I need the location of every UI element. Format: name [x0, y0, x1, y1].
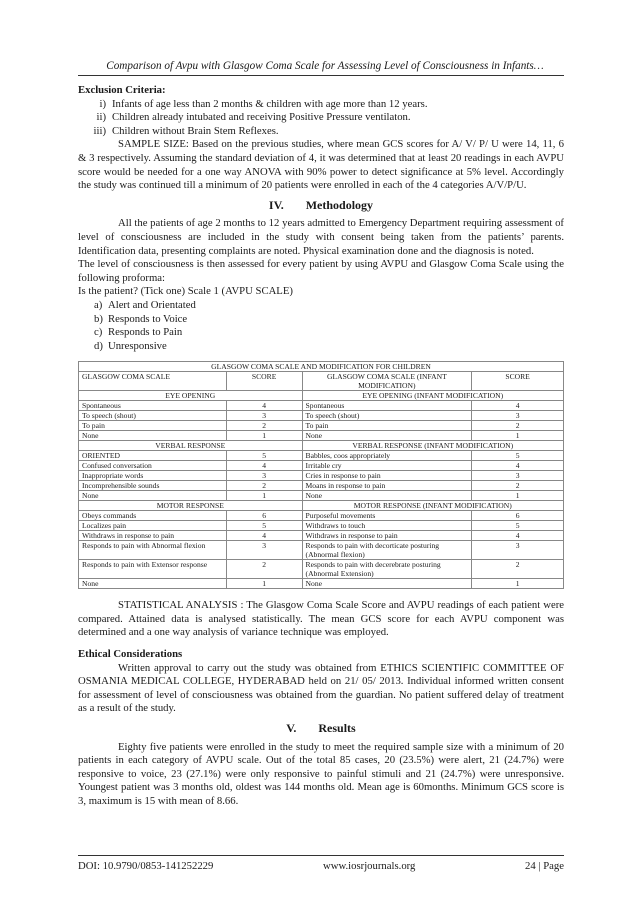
score-cell: 2: [472, 421, 564, 431]
criterion-cell: Purposeful movements: [302, 511, 472, 521]
table-row: [79, 421, 564, 431]
list-text: Unresponsive: [108, 339, 167, 352]
list-item: [78, 299, 564, 313]
criterion-cell: Inappropriate words: [79, 471, 227, 481]
score-cell: 3: [226, 471, 302, 481]
table-row: [79, 579, 564, 589]
sample-size-paragraph: SAMPLE SIZE: Based on the previous studies, where mean GCS scores for A/ V/ P/ U were 14, 11, 6 & 3 respectively. Assuming the standard deviation of 4, it was determined that at least 20 readings in each AVPU score would be needed for a one way ANOVA with 90% power to detect significance at 5% level. Accordingly the study was continued till a minimum of 20 patients were enrolled in each of the 4 categories A/V/P/U.: [78, 138, 564, 192]
criterion-cell: Withdraws in response to pain: [79, 531, 227, 541]
criterion-cell: Babbles, coos appropriately: [302, 451, 472, 461]
criterion-cell: Obeys commands: [79, 511, 227, 521]
list-letter: c): [94, 326, 103, 339]
list-text: Children already intubated and receiving Positive Pressure ventilaton.: [112, 111, 411, 124]
score-cell: 2: [226, 560, 302, 579]
score-cell: 4: [226, 531, 302, 541]
list-number: ii): [96, 111, 106, 124]
avpu-list: [78, 299, 564, 353]
score-cell: 1: [226, 431, 302, 441]
gcs-table: [78, 361, 564, 589]
table-header-row: [79, 372, 564, 391]
list-item: [78, 340, 564, 354]
score-cell: 6: [472, 511, 564, 521]
score-cell: 1: [472, 431, 564, 441]
score-cell: 4: [226, 401, 302, 411]
criterion-cell: Incomprehensible sounds: [79, 481, 227, 491]
list-text: Children without Brain Stem Reflexes.: [112, 124, 279, 137]
ethics-paragraph: Written approval to carry out the study was obtained from ETHICS SCIENTIFIC COMMITTEE OF OSMANIA MEDICAL COLLEGE, HYDERABAD held on 21/ 05/ 2013. Individual informed written consent for assessment of level of consciousness was obtained from the guardian. No patient suffered delay of treatment as a result of the study.: [78, 661, 564, 715]
criterion-cell: ORIENTED: [79, 451, 227, 461]
list-item: [78, 313, 564, 327]
section-heading-cell: VERBAL RESPONSE (INFANT MODIFICATION): [302, 441, 563, 451]
score-cell: 1: [226, 491, 302, 501]
table-row: [79, 411, 564, 421]
score-cell: 2: [226, 481, 302, 491]
section-heading-cell: VERBAL RESPONSE: [79, 441, 303, 451]
table-section-row: [79, 441, 564, 451]
table-section-row: [79, 391, 564, 401]
criterion-cell: None: [302, 431, 472, 441]
running-head: Comparison of Avpu with Glasgow Coma Scale for Assessing Level of Consciousness in Infants…: [106, 60, 544, 72]
table-row: [79, 451, 564, 461]
score-cell: 5: [472, 451, 564, 461]
criterion-cell: To pain: [302, 421, 472, 431]
statistical-analysis-paragraph: STATISTICAL ANALYSIS : The Glasgow Coma Scale Score and AVPU readings of each patient were compared. Attained data is analysed statistically. The mean GCS score for each AVPU component was determined and a one way analysis of variance technique was employed.: [78, 599, 564, 639]
table-header: SCORE: [472, 372, 564, 391]
criterion-cell: Withdraws to touch: [302, 521, 472, 531]
criterion-cell: Localizes pain: [79, 521, 227, 531]
criterion-cell: Cries in response to pain: [302, 471, 472, 481]
table-row: [79, 401, 564, 411]
score-cell: 2: [226, 421, 302, 431]
criterion-cell: Responds to pain with decorticate posturing (Abnormal flexion): [302, 541, 472, 560]
score-cell: 5: [226, 521, 302, 531]
section-heading-cell: MOTOR RESPONSE: [79, 501, 303, 511]
score-cell: 4: [226, 461, 302, 471]
avpu-prompt: Is the patient? (Tick one) Scale 1 (AVPU SCALE): [78, 285, 293, 298]
score-cell: 6: [226, 511, 302, 521]
score-cell: 3: [226, 541, 302, 560]
results-paragraph: Eighty five patients were enrolled in the study to meet the required sample size with a minimum of 20 patients in each category of AVPU scale. Out of the total 85 cases, 20 (23.5%) were alert, 21 (24.7%) were responsive to voice, 23 (27.1%) were only responsive to painful stimuli and 21 (24.7%) were unresponsive. Youngest patient was 3 months old, oldest was 144 months old. Mean age is 60months. Minimum GCS score is 3, maximum is 15 with mean of 8.66.: [78, 740, 564, 807]
table-row: [79, 541, 564, 560]
criterion-cell: Responds to pain with Extensor response: [79, 560, 227, 579]
section-title: Methodology: [305, 197, 374, 212]
table-row: [79, 521, 564, 531]
table-row: [79, 481, 564, 491]
section-heading-cell: EYE OPENING: [79, 391, 303, 401]
methodology-paragraph: The level of consciousness is then assessed for every patient by using AVPU and Glasgow Coma Scale using the following proforma:: [78, 258, 564, 284]
table-section-row: [79, 501, 564, 511]
section-number: IV.: [268, 197, 284, 212]
section-number: V.: [286, 721, 297, 736]
table-caption: GLASGOW COMA SCALE AND MODIFICATION FOR CHILDREN: [79, 362, 564, 372]
score-cell: 3: [472, 411, 564, 421]
list-text: Responds to Voice: [108, 312, 188, 325]
table-row: [79, 560, 564, 579]
table-row: [79, 461, 564, 471]
ethical-considerations-heading: Ethical Considerations: [78, 648, 183, 661]
score-cell: 3: [226, 411, 302, 421]
doi-text: DOI: 10.9790/0853-141252229: [78, 860, 214, 872]
list-number: i): [99, 97, 106, 110]
criterion-cell: None: [302, 491, 472, 501]
list-item: [78, 326, 564, 340]
score-cell: 4: [472, 401, 564, 411]
section-heading-cell: MOTOR RESPONSE (INFANT MODIFICATION): [302, 501, 563, 511]
criterion-cell: None: [79, 579, 227, 589]
score-cell: 5: [472, 521, 564, 531]
criterion-cell: Spontaneous: [79, 401, 227, 411]
table-row: [79, 471, 564, 481]
criterion-cell: None: [79, 491, 227, 501]
list-item: [78, 125, 564, 139]
table-row: [79, 431, 564, 441]
header-rule: [78, 75, 564, 76]
list-letter: d): [94, 339, 103, 352]
score-cell: 3: [472, 471, 564, 481]
results-heading: [78, 722, 564, 736]
methodology-paragraph: All the patients of age 2 months to 12 years admitted to Emergency Department requiring assessment of level of consciousness are included in the study with consent being taken from the patients’ parents. Identification data, presenting complaints are noted. Physical examination done and the diagnosis is noted.: [78, 217, 564, 257]
list-number: iii): [93, 124, 106, 137]
criterion-cell: To pain: [79, 421, 227, 431]
criterion-cell: To speech (shout): [302, 411, 472, 421]
section-title: Results: [318, 721, 356, 736]
score-cell: 1: [226, 579, 302, 589]
page-body: [78, 84, 564, 809]
list-text: Infants of age less than 2 months & children with age more than 12 years.: [112, 97, 428, 110]
criterion-cell: To speech (shout): [79, 411, 227, 421]
criterion-cell: Responds to pain with Abnormal flexion: [79, 541, 227, 560]
criterion-cell: Withdraws in response to pain: [302, 531, 472, 541]
exclusion-criteria-heading: Exclusion Criteria:: [78, 84, 166, 96]
criterion-cell: Confused conversation: [79, 461, 227, 471]
score-cell: 4: [472, 531, 564, 541]
methodology-heading: [78, 199, 564, 213]
table-row: [79, 531, 564, 541]
table-header: GLASGOW COMA SCALE: [79, 372, 227, 391]
criterion-cell: Irritable cry: [302, 461, 472, 471]
table-row: [79, 491, 564, 501]
list-text: Alert and Orientated: [108, 298, 196, 311]
page-number: 24 | Page: [525, 860, 564, 872]
page-footer: [78, 860, 564, 872]
score-cell: 1: [472, 579, 564, 589]
score-cell: 3: [472, 541, 564, 560]
score-cell: 2: [472, 481, 564, 491]
list-letter: b): [94, 312, 103, 325]
score-cell: 1: [472, 491, 564, 501]
criterion-cell: Spontaneous: [302, 401, 472, 411]
table-header: SCORE: [226, 372, 302, 391]
criterion-cell: Moans in response to pain: [302, 481, 472, 491]
list-item: [78, 98, 564, 112]
score-cell: 5: [226, 451, 302, 461]
table-caption-row: [79, 362, 564, 372]
table-row: [79, 511, 564, 521]
footer-rule: [78, 855, 564, 856]
criterion-cell: None: [302, 579, 472, 589]
criterion-cell: Responds to pain with decerebrate posturing (Abnormal Extension): [302, 560, 472, 579]
table-header: GLASGOW COMA SCALE (INFANT MODIFICATION): [302, 372, 472, 391]
list-text: Responds to Pain: [108, 326, 183, 339]
exclusion-list: [78, 98, 564, 139]
section-heading-cell: EYE OPENING (INFANT MODIFICATION): [302, 391, 563, 401]
criterion-cell: None: [79, 431, 227, 441]
score-cell: 2: [472, 560, 564, 579]
score-cell: 4: [472, 461, 564, 471]
list-letter: a): [94, 298, 103, 311]
journal-url: www.iosrjournals.org: [323, 860, 416, 872]
list-item: [78, 111, 564, 125]
